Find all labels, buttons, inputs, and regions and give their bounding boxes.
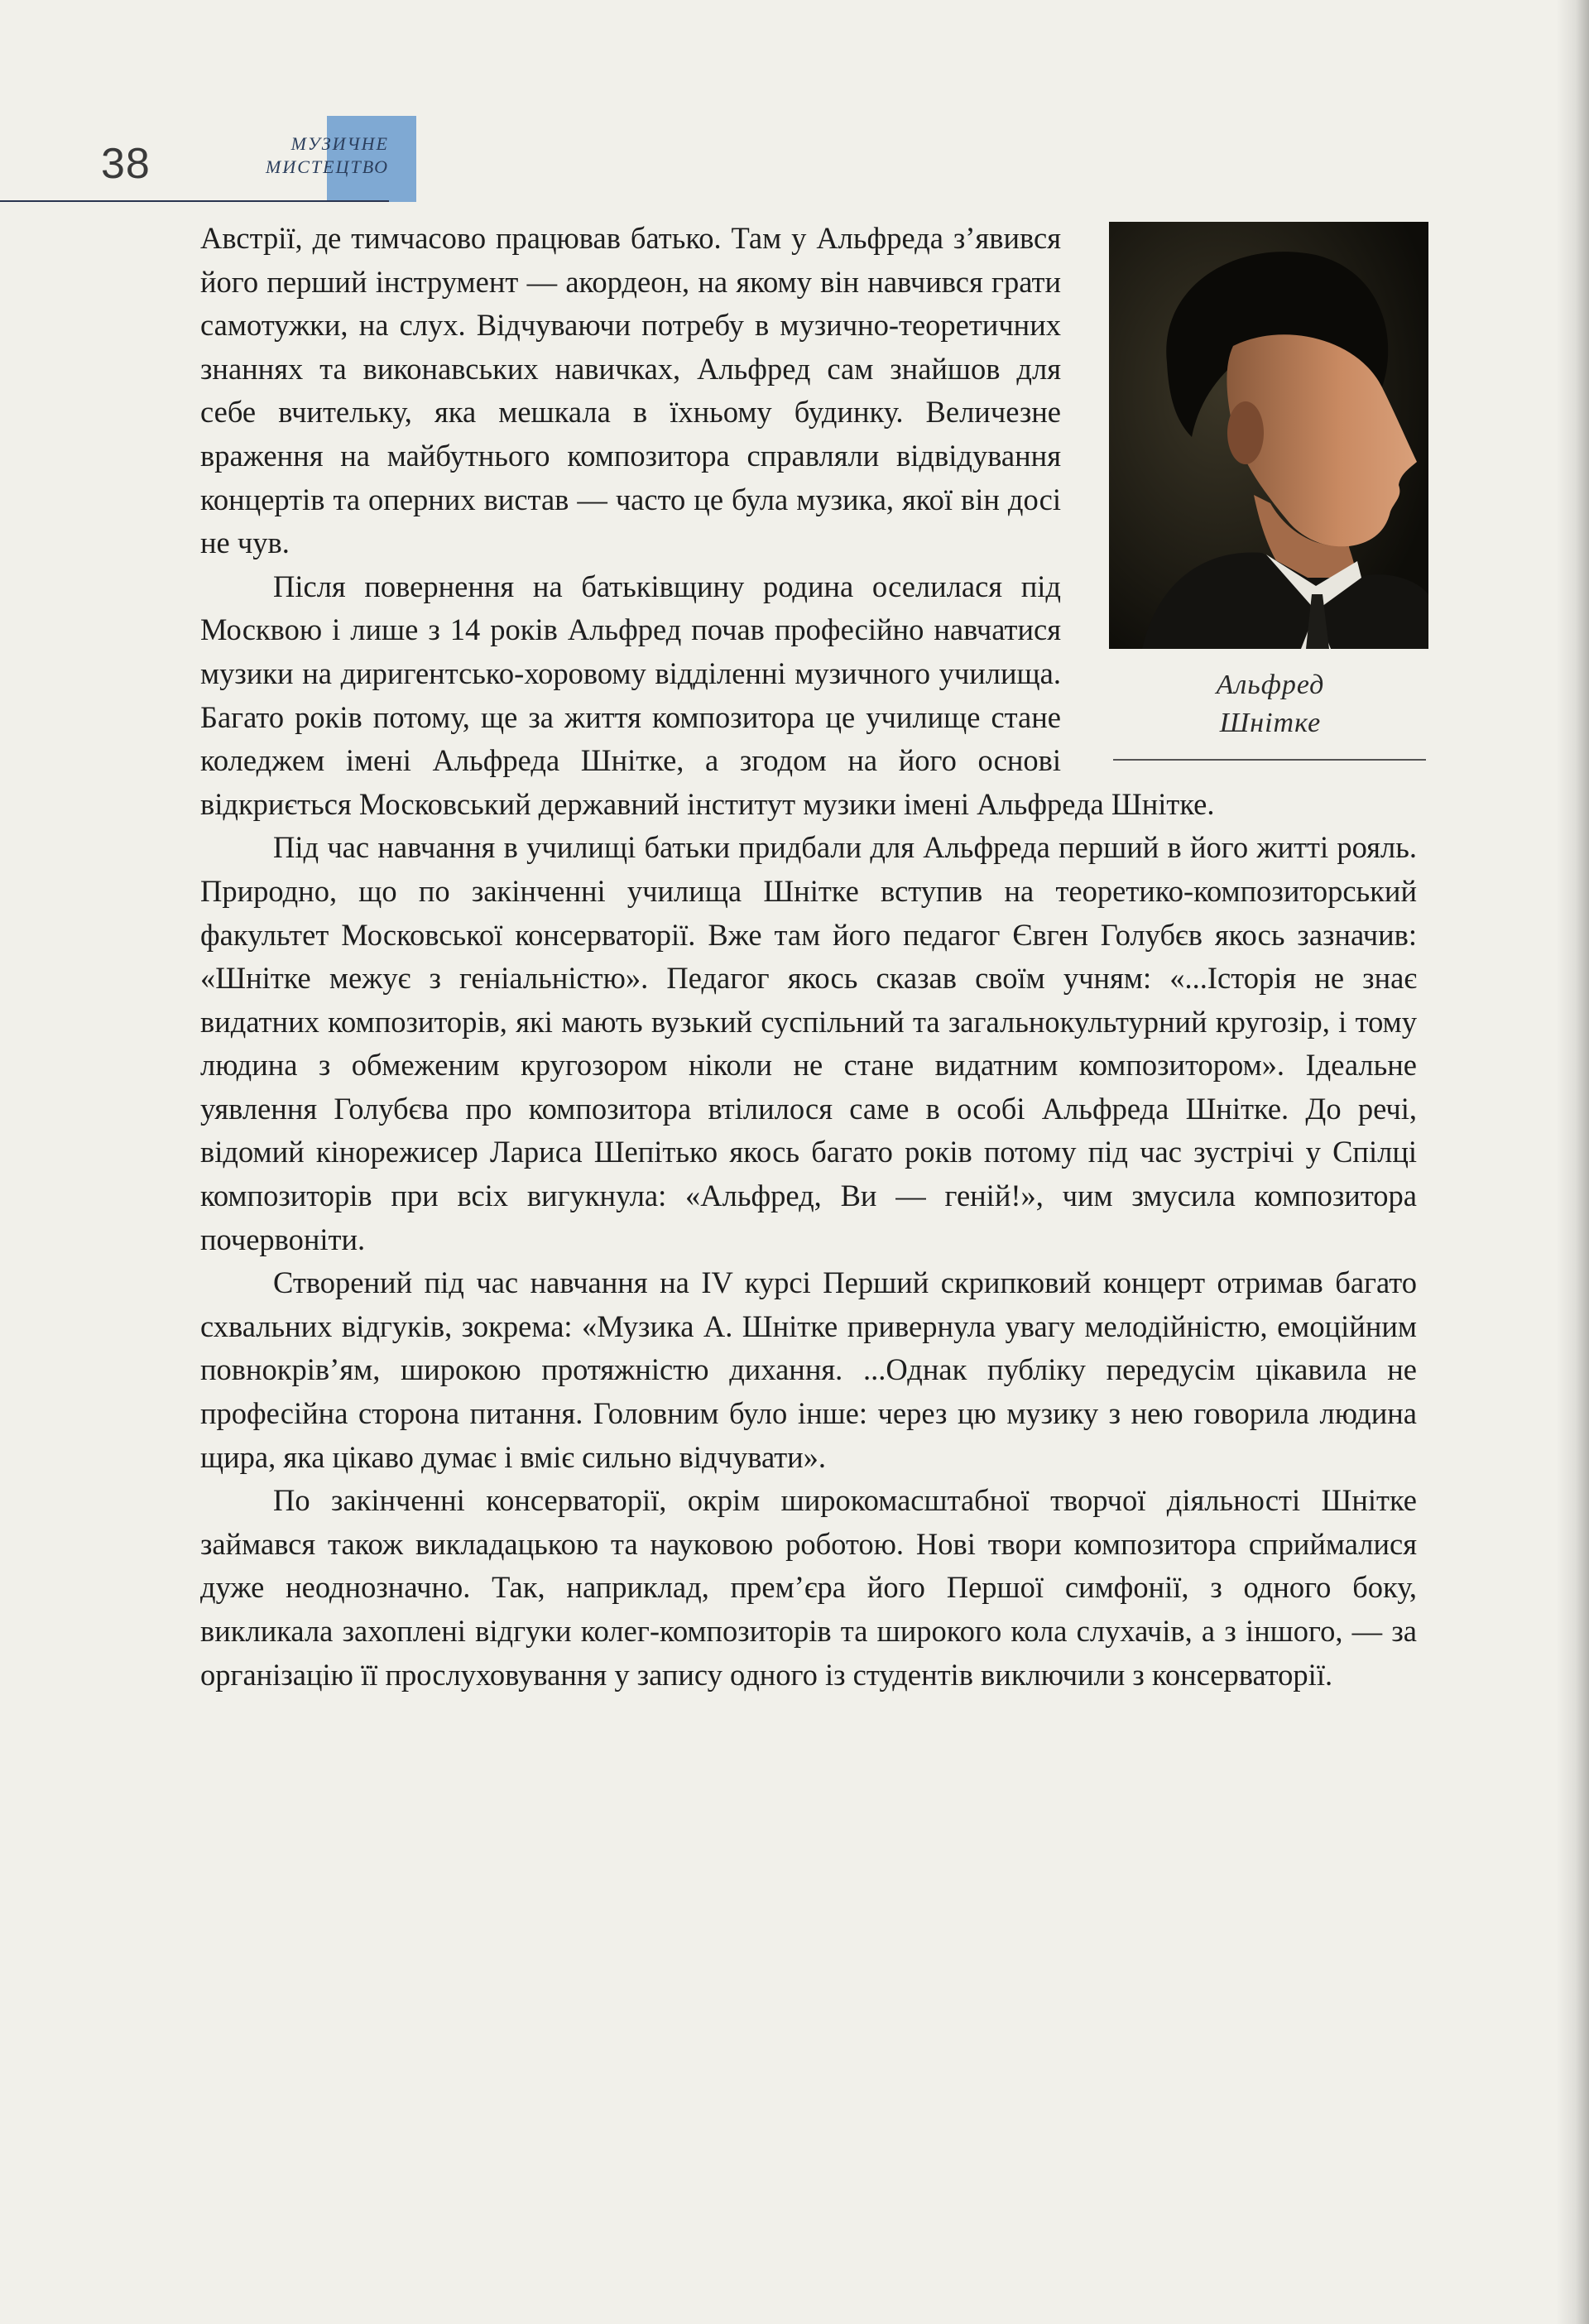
paragraph: По закінченні консерваторії, окрім широкомасштабної творчої діяльності Шнітке займався також викладацькою та науковою роботою. Нові твори композитора сприймалися дуже неоднозначно. Так, наприклад, прем’єра його Першої симфонії, з одного боку, викликала захоплені відгуки колег-композиторів та широкого кола слухачів, а з іншого, — за організацію її прослуховування у запису одного із студентів виключили з консерваторії. bbox=[200, 1483, 1417, 1692]
section-title bbox=[174, 132, 389, 179]
body-text bbox=[200, 217, 1417, 1697]
caption-line2: Шнітке bbox=[1219, 708, 1322, 738]
section-title-line2: МИСТЕЦТВО bbox=[266, 156, 389, 177]
paragraph: Створений під час навчання на IV курсі Перший скрипковий концерт отримав багато схвальних відгуків, зокрема: «Музика А. Шнітке привернула увагу мелодійністю, емоційним повнокрів’ям, широкою протяжністю дихання. ...Однак публіку передусім цікавила не професійна сторона питання. Головним було інше: через цю музику з нею говорила людина щира, яка цікаво думає і вміє сильно відчувати». bbox=[200, 1265, 1417, 1474]
section-title-line1: МУЗИЧНЕ bbox=[290, 133, 389, 154]
paragraph: Австрії, де тимчасово працював батько. Там у Альфреда з’явився його перший інструмент — акордеон, на якому він навчився грати самотужки, на слух. Відчуваючи потребу в музично-теоретичних знаннях та виконавських навичках, Альфред сам знайшов для себе вчительку, яка мешкала в їхньому будинку. Величезне враження на майбутнього композитора справляли відвідування концертів та оперних вистав — часто це була музика, якої він досі не чув. bbox=[200, 221, 1061, 560]
page-edge-shadow bbox=[1556, 0, 1589, 2324]
page-number: 38 bbox=[101, 140, 151, 188]
paragraph: Під час навчання в училищі батьки придбали для Альфреда перший в його житті рояль. Природно, що по закінченні училища Шнітке вступив на теоретико-композиторський факультет Московської консерваторії. Вже там його педагог Євген Голубєв якось зазначив: «Шнітке межує з геніальністю». Педагог якось сказав своїм учням: «...Історія не знає видатних композиторів, які мають вузький суспільний та загальнокультурний кругозір, і тому людина з обмеженим кругозором ніколи не стане видатним композитором». Ідеальне уявлення Голубєва про композитора втілилося саме в особі Альфреда Шнітке. До речі, відомий кінорежисер Лариса Шепітько якось багато років потому під час зустрічі у Спілці композиторів при всіх вигукнула: «Альфред, Ви — геній!», чим змусила композитора почервоніти. bbox=[200, 830, 1417, 1256]
portrait-float-space bbox=[1061, 217, 1417, 767]
header-rule bbox=[0, 200, 389, 202]
paragraph: Після повернення на батьківщину родина оселилася під Москвою і лише з 14 років Альфред почав професійно навчатися музики на диригентсько-хоровому відділенні музичного училища. Багато років потому, ще за життя композитора це училище стане коледжем імені Альфреда Шнітке, а згодом на його основі відкриється Московський державний інститут музики імені Альфреда Шнітке. bbox=[200, 569, 1215, 821]
caption-line1: Альфред bbox=[1216, 670, 1325, 700]
